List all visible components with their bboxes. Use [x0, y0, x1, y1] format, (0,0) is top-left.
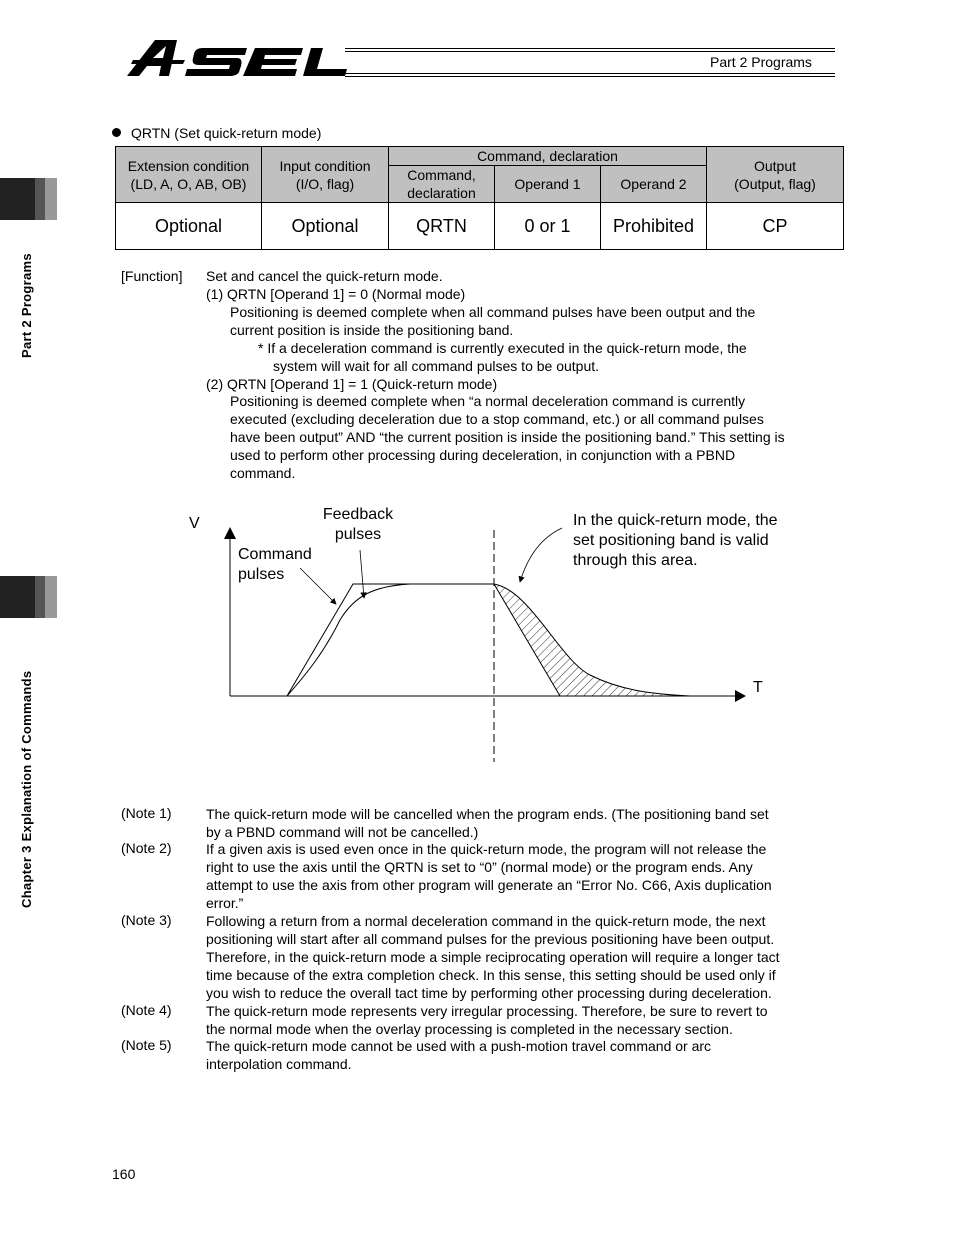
feedback-label: Feedback pulses: [322, 506, 394, 543]
function-line: (1) QRTN [Operand 1] = 0 (Normal mode): [206, 286, 466, 302]
cell-operand1: 0 or 1: [495, 203, 601, 250]
note-body: The quick-return mode will be cancelled when the program ends. (The positioning band set by a PBND command will not be cancelled.): [206, 806, 769, 840]
v-axis-arrow-icon: [224, 527, 236, 539]
t-label: T: [753, 679, 763, 696]
header-rule: [345, 48, 835, 49]
header-section: Part 2 Programs: [710, 54, 812, 70]
note-label: (Note 1): [121, 805, 172, 821]
note-body: The quick-return mode represents very irregular processing. Therefore, be sure to revert to the normal mode when the overlay processing is completed in the necessary section.: [206, 1003, 768, 1037]
header-command-group: Command, declaration: [389, 147, 707, 166]
cell-extension: Optional: [116, 203, 262, 250]
function-line: command.: [230, 465, 296, 481]
header-rule: [345, 73, 835, 74]
v-label: V: [189, 515, 200, 532]
header-operand1: Operand 1: [495, 166, 601, 203]
note-body: If a given axis is used even once in the quick-return mode, the program will not release the right to use the axis until the QRTN is set to “0” (normal mode) or the program ends. Any attempt to use the axis from other program will generate an “Error No. C66, Axis duplication error.”: [206, 841, 772, 911]
cell-operand2: Prohibited: [601, 203, 707, 250]
asel-logo: [125, 36, 350, 80]
function-line: * If a deceleration command is currently executed in the quick-return mode, the: [258, 340, 747, 356]
header-rule: [345, 51, 835, 52]
function-line: Set and cancel the quick-return mode.: [206, 268, 443, 284]
feedback-pointer: [360, 550, 364, 598]
bullet-icon: [112, 128, 121, 137]
note-label: (Note 3): [121, 912, 172, 928]
function-line: (2) QRTN [Operand 1] = 1 (Quick-return mode): [206, 376, 498, 392]
side-tab-part: [0, 178, 57, 220]
header-output: Output (Output, flag): [707, 147, 844, 203]
function-label: [Function]: [121, 268, 183, 284]
header-command: Command, declaration: [389, 166, 495, 203]
velocity-diagram: [0, 490, 954, 780]
command-title-text: QRTN (Set quick-return mode): [131, 125, 322, 141]
feedback-pulses-curve: [287, 584, 690, 696]
side-label-part: Part 2 Programs: [19, 253, 34, 358]
command-label: Command pulses: [238, 546, 312, 583]
function-line: system will wait for all command pulses to be output.: [273, 358, 600, 374]
area-note: In the quick-return mode, the set positioning band is valid through this area.: [573, 512, 778, 569]
cell-output: CP: [707, 203, 844, 250]
function-line: executed (excluding deceleration due to a stop command, etc.) or all command pulses: [230, 411, 764, 427]
side-label-chapter: Chapter 3 Explanation of Commands: [19, 670, 34, 908]
header-rule: [345, 76, 835, 77]
header-input: Input condition (I/O, flag): [262, 147, 389, 203]
cell-command: QRTN: [389, 203, 495, 250]
note-label: (Note 2): [121, 840, 172, 856]
t-axis-arrow-icon: [735, 690, 746, 702]
positioning-band-area: [494, 584, 690, 696]
page-number: 160: [112, 1166, 136, 1182]
cell-input: Optional: [262, 203, 389, 250]
function-line: used to perform other processing during deceleration, in conjunction with a PBND: [230, 447, 736, 463]
function-line: Positioning is deemed complete when all command pulses have been output and the: [230, 304, 756, 320]
header-operand2: Operand 2: [601, 166, 707, 203]
header-extension: Extension condition (LD, A, O, AB, OB): [116, 147, 262, 203]
note-label: (Note 4): [121, 1002, 172, 1018]
function-line: have been output” AND “the current position is inside the positioning band.” This setting is: [230, 429, 785, 445]
area-pointer: [520, 528, 562, 582]
function-line: current position is inside the positioning band.: [230, 322, 514, 338]
command-title: [112, 125, 321, 141]
function-line: Positioning is deemed complete when “a normal deceleration command is currently: [230, 393, 746, 409]
note-label: (Note 5): [121, 1037, 172, 1053]
note-body: The quick-return mode cannot be used with a push-motion travel command or arc interpolation command.: [206, 1038, 712, 1072]
note-body: Following a return from a normal deceleration command in the quick-return mode, the next positioning will start after all command pulses for the previous positioning have been output. Therefore, in the quick-return mode a simple reciprocating operation will require a longer tact time because of the extra completion check. In this sense, this setting should be used only if you wish to reduce the overall tact time by performing other processing during deceleration.: [206, 913, 780, 1001]
command-table: [115, 146, 844, 250]
